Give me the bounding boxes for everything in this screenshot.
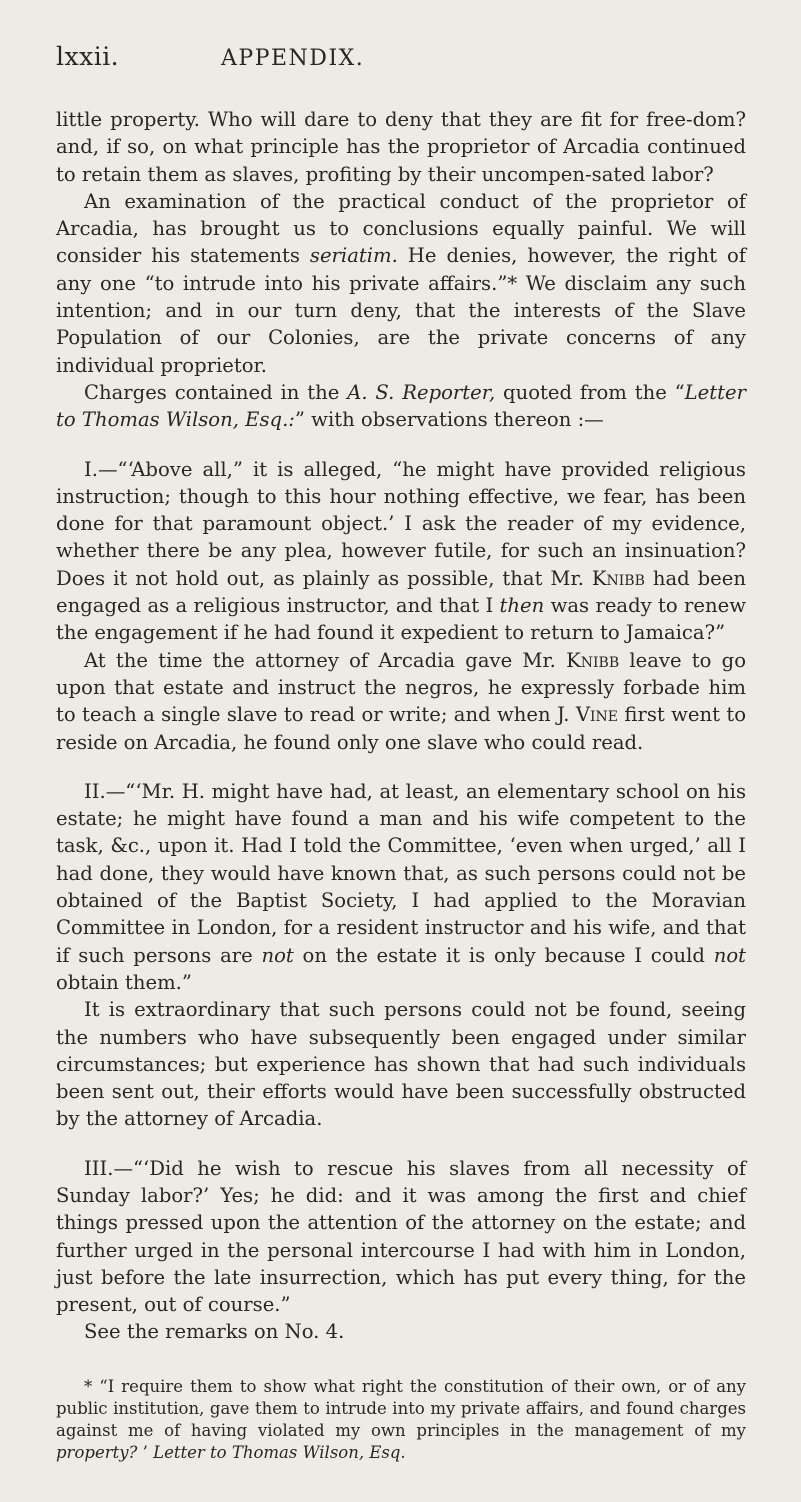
paragraph-text: II.—“‘Mr. H. might have had, at least, an elementary school on his estate; he might have found a man and his wife competent to the task, &c., upon it. Had I told the Committee, ‘even when urged,’ all I had done, they would have known that, as such persons could not be obtained of the Baptist Society, I had applied to the Moravian Committee in London, for a resident instructor and his wife, and that if such persons are (56, 779, 746, 967)
paragraph-text: obtain them.” (56, 970, 192, 994)
paragraph-text: leave to go upon that estate and instruct the negros, he expressly forbade him to teach a single slave to read or write; and when J. (56, 648, 746, 727)
footnote-text: * “I require them to show what right the constitution of their own, or of any public institution, gave them to intrude into my private affairs, and found charges against me of having violated my own principles in the management of my (56, 1376, 746, 1440)
footnote-text: ’ (137, 1442, 154, 1462)
paragraph-text: first went to reside on Arcadia, he found only one slave who could read. (56, 703, 746, 754)
running-title: APPENDIX. (221, 46, 365, 71)
charge-three-response (56, 1318, 746, 1345)
italic-letter-title: Letter to Thomas Wilson, Esq.: (56, 380, 746, 432)
footnote-italic-word: property? (56, 1442, 138, 1462)
paragraph-text: Charges contained in the (84, 380, 348, 404)
charge-one-quote (56, 456, 746, 647)
italic-emphasis: not (261, 943, 294, 967)
body-text (56, 106, 746, 1346)
page-number: lxxii. (56, 42, 120, 71)
running-head (56, 42, 759, 106)
footnote (56, 1376, 746, 1464)
paragraph-text: It is extraordinary that such persons could not be found, seeing the numbers who have subsequently been engaged under similar circumstances; but experience has shown that had such individuals been sent out, their efforts would have been successfully obstructed by the attorney of Arcadia. (56, 998, 746, 1131)
small-caps-name: Vine (575, 703, 619, 727)
paragraph-text: was ready to renew the engagement if he had found it expedient to return to Jamaica?” (56, 594, 746, 645)
paragraph-text: had been engaged as a religious instructor, and that I (56, 566, 746, 618)
paragraph-charges (56, 379, 746, 434)
italic-publication-title: A. S. Reporter, (347, 380, 496, 404)
paragraph-continuation (56, 106, 746, 188)
paragraph-text: III.—“‘Did he wish to rescue his slaves from all necessity of Sunday labor?’ Yes; he did: and it was among the first and chief things pressed upon the attention of the attorney on the estate; and further urged in the personal intercourse I had with him in London, just before the late insurrection, which has put every thing, for the present, out of course.” (56, 1156, 746, 1317)
paragraph-text: ” with observations thereon :— (294, 408, 604, 432)
charge-two-response (56, 996, 746, 1132)
paragraph-text: I.—“‘Above all,” it is alleged, “he might have provided religious instruction; though to this hour nothing effective, we fear, has been done for that paramount object.’ I ask the reader of my evidence, whether there be any plea, however futile, for such an insinuation? Does it not hold out, as plainly as possible, that Mr. (56, 457, 746, 590)
small-caps-name: Knibb (566, 648, 620, 672)
italic-term: seriatim. (309, 244, 398, 268)
paragraph-text: on the estate it is only because I could (293, 943, 714, 967)
italic-emphasis: not (713, 943, 747, 967)
footnote-source: Letter to Thomas Wilson, Esq. (153, 1442, 406, 1462)
paragraph-text: At the time the attorney of Arcadia gave Mr. (84, 648, 567, 672)
charge-three-quote (56, 1155, 746, 1319)
paragraph-examination (56, 188, 746, 379)
paragraph-text: He denies, however, the right of any one “to intrude into his private affairs.”* We disclaim any such intention; and in our turn deny, that the interests of the Slave Population of our Colonies, are the private concerns of any individual proprietor. (56, 244, 746, 377)
italic-emphasis: then (499, 594, 545, 618)
paragraph-text: See the remarks on No. 4. (84, 1320, 345, 1344)
charge-one-response (56, 647, 746, 756)
paragraph-text: little property. Who will dare to deny that they are fit for free-dom? and, if so, on what principle has the proprietor of Arcadia continued to retain them as slaves, profiting by their uncompen-sated labor? (56, 108, 746, 186)
charge-two-quote (56, 778, 746, 996)
paragraph-text: quoted from the “ (495, 380, 685, 404)
small-caps-name: Knibb (591, 566, 645, 590)
paragraph-text: An examination of the practical conduct of the proprietor of Arcadia, has brought us to conclusions equally painful. We will consider his statements (56, 189, 746, 268)
